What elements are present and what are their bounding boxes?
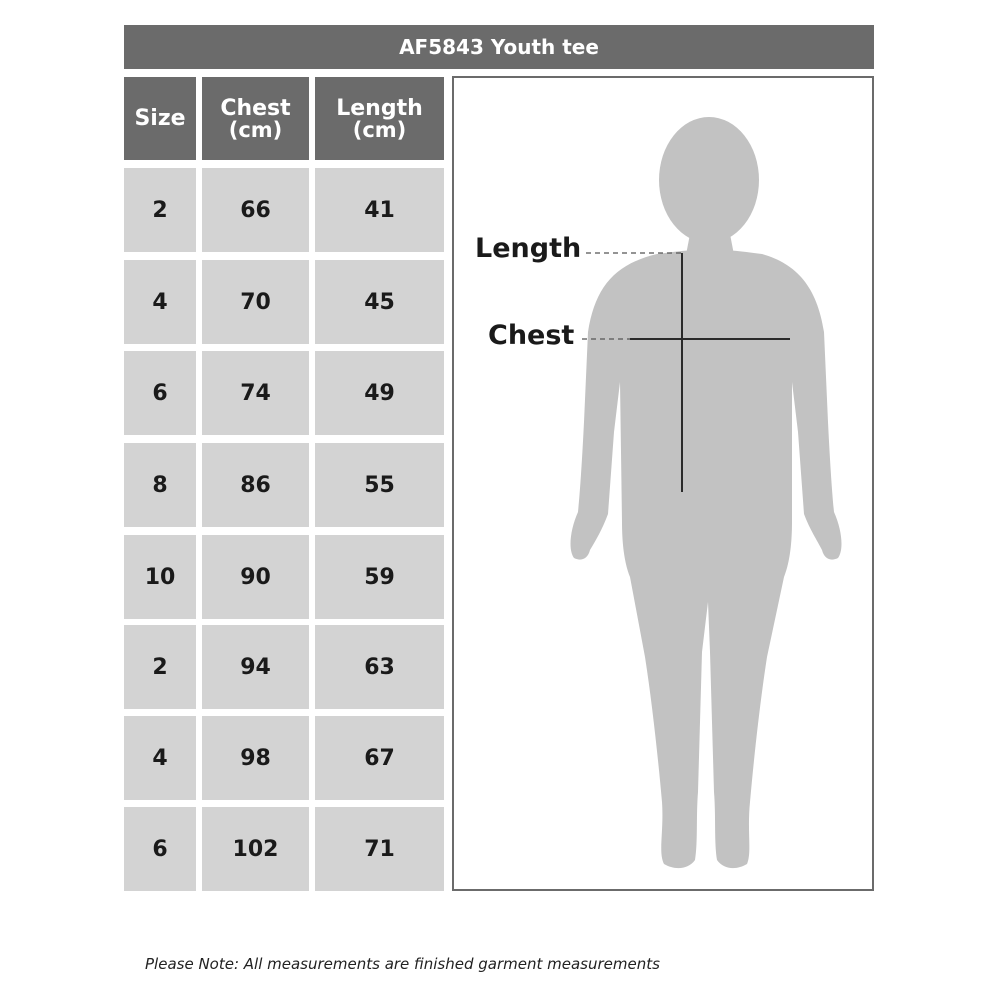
footnote: Please Note: All measurements are finished garment measurements bbox=[145, 955, 660, 973]
measurement-diagram bbox=[452, 76, 874, 891]
cell-size: 4 bbox=[124, 716, 196, 800]
chest-label: Chest bbox=[488, 320, 575, 351]
cell-chest: 102 bbox=[202, 807, 309, 891]
cell-length: 55 bbox=[315, 443, 444, 527]
cell-length: 67 bbox=[315, 716, 444, 800]
cell-length: 63 bbox=[315, 625, 444, 709]
cell-size: 4 bbox=[124, 260, 196, 344]
table-title: AF5843 Youth tee bbox=[124, 25, 874, 69]
cell-length: 49 bbox=[315, 351, 444, 435]
cell-size: 2 bbox=[124, 625, 196, 709]
header-length bbox=[315, 77, 444, 160]
cell-chest: 98 bbox=[202, 716, 309, 800]
cell-chest: 94 bbox=[202, 625, 309, 709]
cell-size: 10 bbox=[124, 535, 196, 619]
cell-length: 45 bbox=[315, 260, 444, 344]
header-length-label: Length bbox=[336, 95, 423, 121]
header-size bbox=[124, 77, 196, 160]
cell-chest: 90 bbox=[202, 535, 309, 619]
child-silhouette bbox=[454, 78, 872, 889]
cell-length: 59 bbox=[315, 535, 444, 619]
cell-chest: 86 bbox=[202, 443, 309, 527]
header-chest bbox=[202, 77, 309, 160]
cell-length: 71 bbox=[315, 807, 444, 891]
cell-chest: 66 bbox=[202, 168, 309, 252]
length-label: Length bbox=[475, 233, 582, 264]
cell-size: 6 bbox=[124, 351, 196, 435]
cell-size: 8 bbox=[124, 443, 196, 527]
header-chest-label: Chest bbox=[220, 95, 291, 121]
header-size-label: Size bbox=[134, 105, 186, 131]
cell-chest: 70 bbox=[202, 260, 309, 344]
header-chest-unit: (cm) bbox=[228, 117, 283, 142]
cell-length: 41 bbox=[315, 168, 444, 252]
header-length-unit: (cm) bbox=[352, 117, 407, 142]
cell-chest: 74 bbox=[202, 351, 309, 435]
cell-size: 2 bbox=[124, 168, 196, 252]
cell-size: 6 bbox=[124, 807, 196, 891]
